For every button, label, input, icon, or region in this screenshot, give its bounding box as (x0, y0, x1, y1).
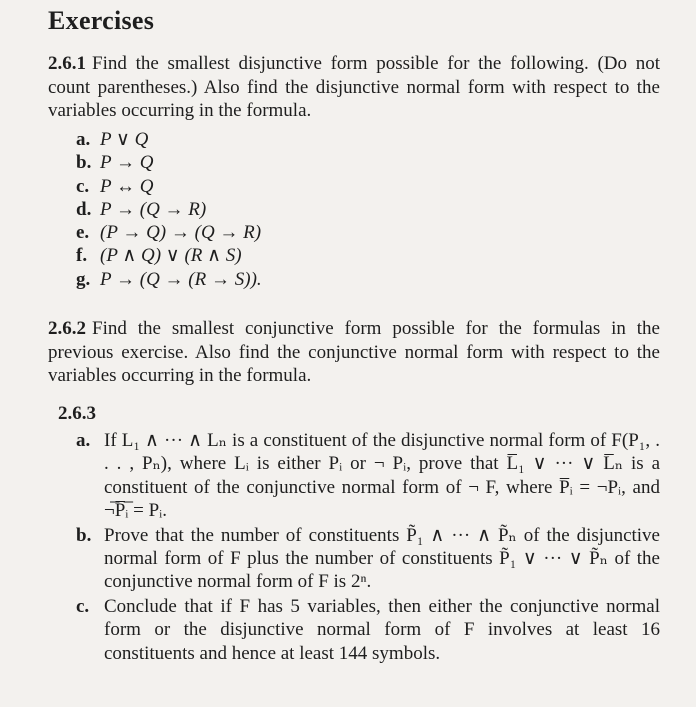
section-title: Exercises (48, 6, 155, 35)
list-item: g. P → (Q → (R → S)). (76, 268, 262, 290)
list-item: c. Conclude that if F has 5 variables, then either the conjunctive normal form or the disjunctive normal form of F involves at least 16 constituents and hence at least 144 symbols. (76, 595, 660, 664)
list-item: e. (P → Q) → (Q → R) (76, 222, 262, 244)
exercise-2-6-1 (48, 52, 660, 123)
list-item: f. (P ∧ Q) ∨ (R ∧ S) (76, 245, 242, 267)
list-item: c. P ↔ Q (76, 175, 154, 197)
exercise-text: Find the smallest conjunctive form possible for the formulas in the previous exercise. Also find the conjunctive normal form with respect to the variables occurring in the formula. (48, 318, 660, 386)
exercise-number: 2.6.2 (48, 318, 86, 339)
list-item: a. P ∨ Q (76, 129, 149, 150)
exercise-2-6-2 (48, 317, 660, 388)
exercise-2-6-3-number: 2.6.3 (58, 403, 96, 424)
list-item: a. If L₁ ∧ ··· ∧ Lₙ is a constituent of the disjunctive normal form of F(P₁, . . . , Pₙ), where Lᵢ is either Pᵢ or ¬ Pᵢ, prove that L̅₁ ∨ ··· ∨ L̅ₙ is a constituent of the conjunctive normal form of ¬ F, where P̅ᵢ = ¬Pᵢ, and ¬̅P̅ᵢ̅ = Pᵢ. (76, 430, 660, 522)
list-item: b. Prove that the number of constituents P̃₁ ∧ ··· ∧ P̃ₙ of the disjunctive normal form of F plus the number of constituents P̃₁ ∨ ··· ∨ P̃ₙ of the conjunctive normal form of F is 2ⁿ. (76, 524, 660, 593)
exercise-2-6-1-items (76, 128, 262, 291)
list-item: d. P → (Q → R) (76, 198, 207, 220)
exercise-number: 2.6.1 (48, 53, 86, 74)
exercise-2-6-3-items (76, 429, 660, 666)
list-item: b. P → Q (76, 152, 154, 174)
exercise-text: Find the smallest disjunctive form possible for the following. (Do not count parentheses.) Also find the disjunctive normal form with respect to the variables occurring in the formula. (48, 53, 660, 121)
